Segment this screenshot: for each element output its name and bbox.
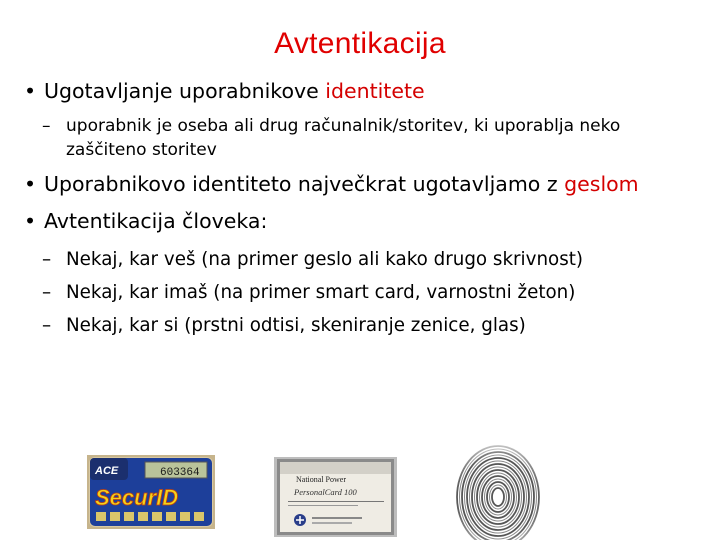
- bullet-1: [24, 78, 704, 104]
- dash-mark: –: [42, 116, 51, 136]
- slide-body: [24, 78, 704, 340]
- bullet-3-text: Avtentikacija človeka:: [44, 209, 268, 233]
- bullet-2-highlight: geslom: [564, 172, 639, 196]
- pcmcia-card-image: [274, 457, 397, 537]
- bullet-2-text: Uporabnikovo identiteto največkrat ugotavljamo z: [44, 172, 565, 196]
- dash-mark: –: [42, 249, 52, 270]
- bullet-3-sub-3-text: Nekaj, kar si (prstni odtisi, skeniranje zenice, glas): [66, 315, 526, 336]
- card-brand: National Power: [296, 475, 346, 484]
- bullet-3-sub-2-text: Nekaj, kar imaš (na primer smart card, varnostni žeton): [66, 282, 576, 303]
- bullet-3: [24, 208, 704, 234]
- card-logo-icon: [294, 514, 306, 526]
- bullet-3-sub-3: [24, 312, 704, 340]
- bullet-3-sub-1-text: Nekaj, kar veš (na primer geslo ali kako drugo skrivnost): [66, 249, 584, 270]
- fingerprint-icon: [450, 445, 545, 540]
- fingerprint-image: [450, 445, 545, 540]
- dash-mark: –: [42, 315, 52, 336]
- token-logo: SecurID: [95, 485, 179, 510]
- slide-title: Avtentikacija: [274, 27, 446, 60]
- bullet-mark: •: [24, 209, 37, 233]
- token-display: 603364: [160, 467, 200, 479]
- pcmcia-card-drawing: [274, 457, 397, 537]
- bullet-1-sub-1: [24, 114, 704, 162]
- bullet-1-sub-1-text: uporabnik je oseba ali drug računalnik/storitev, ki uporablja neko zaščiteno storitev: [66, 116, 621, 160]
- bullet-3-sub-1: [24, 246, 704, 274]
- bullet-2: [24, 171, 704, 197]
- dash-mark: –: [42, 282, 52, 303]
- bullet-1-text: Ugotavljanje uporabnikove: [44, 79, 326, 103]
- bullet-3-sub-2: [24, 279, 704, 307]
- securid-token-drawing: [87, 455, 215, 529]
- bullet-mark: •: [24, 79, 37, 103]
- bullet-mark: •: [24, 172, 37, 196]
- card-label: PersonalCard 100: [294, 487, 357, 497]
- token-brand: ACE: [95, 465, 119, 477]
- bullet-1-highlight: identitete: [325, 79, 425, 103]
- securid-token-image: [87, 455, 215, 529]
